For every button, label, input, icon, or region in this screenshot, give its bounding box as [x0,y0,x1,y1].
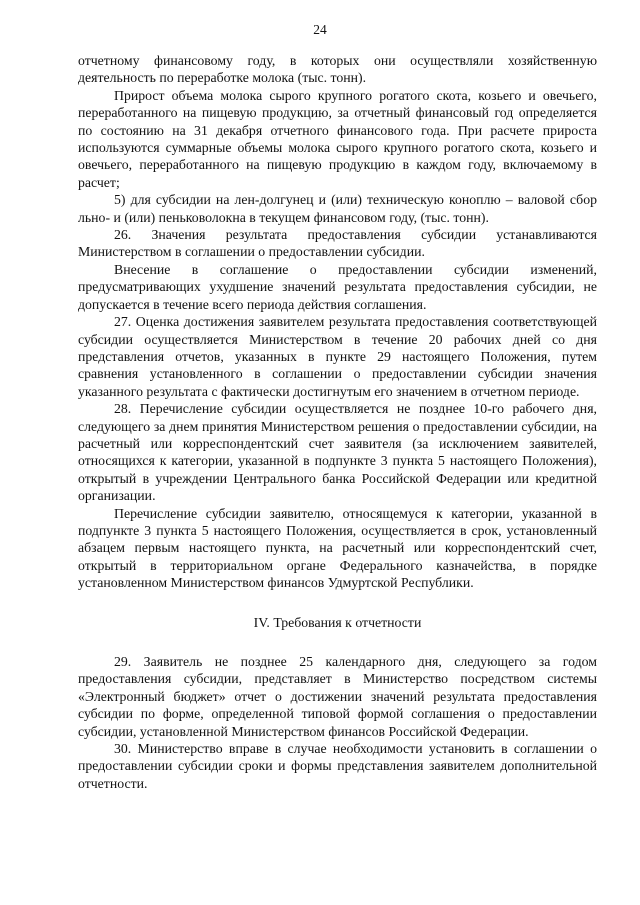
paragraph-26-amendments: Внесение в соглашение о предоставлении субсидии изменений, предусматривающих ухудшение значений результата предоставления субсидии, не допускается в течение всего периода действия соглашения. [78,261,597,312]
paragraph-28: 28. Перечисление субсидии осуществляется не позднее 10-го рабочего дня, следующего за днем принятия Министерством решения о предоставлении субсидии, на расчетный или корреспондентский счет заявителя (за исключением заявителей, относящихся к категории, указанной в подпункте 3 пункта 5 настоящего Положения), открытый в учреждении Центрального банка Российской Федерации или кредитной организации. [78,401,597,504]
paragraph-30: 30. Министерство вправе в случае необходимости установить в соглашении о предоставлении субсидии сроки и формы представления заявителем дополнительной отчетности. [78,741,597,791]
paragraph-29: 29. Заявитель не позднее 25 календарного дня, следующего за годом предоставления субсидии, представляет в Министерство посредством системы «Электронный бюджет» отчет о достижении значений результата предоставления субсидии по форме, определенной типовой формой соглашения о предоставлении субсидии, установленной Министерством финансов Российской Федерации. [78,654,597,739]
paragraph-continuation: отчетному финансовому году, в которых они осуществляли хозяйственную деятельность по переработке молока (тыс. тонн). [78,53,597,86]
page-number: 24 [313,22,327,37]
document-body [78,52,597,792]
paragraph-flax-hemp: 5) для субсидии на лен-долгунец и (или) техническую коноплю – валовой сбор льно- и (или) пеньковолокна в текущем финансовом году, (тыс. тонн). [78,192,597,225]
paragraph-milk-growth: Прирост объема молока сырого крупного рогатого скота, козьего и овечьего, переработанного на пищевую продукцию, за отчетный финансовый год определяется по состоянию на 31 декабря отчетного финансового года. При расчете прироста используются суммарные объемы молока сырого крупного рогатого скота, козьего и овечьего, переработанного на пищевую продукцию в каждом году, включаемому в расчет; [78,87,597,190]
paragraph-27: 27. Оценка достижения заявителем результата предоставления соответствующей субсидии осуществляется Министерством в течение 20 рабочих дней со дня представления отчетов, указанных в пункте 29 настоящего Положения, путем сравнения установленного в соглашении о предоставлении субсидии значения указанного результата с фактически достигнутым его значением в отчетном периоде. [78,314,597,399]
paragraph-26: 26. Значения результата предоставления субсидии устанавливаются Министерством в соглашении о предоставлении субсидии. [78,227,597,260]
paragraph-28-treasury: Перечисление субсидии заявителю, относящемуся к категории, указанной в подпункте 3 пункта 5 настоящего Положения, осуществляется в срок, установленный абзацем первым настоящего пункта, на расчетный или корреспондентский счет, открытый в территориальном органе Федерального казначейства, в порядке установленном Министерством финансов Удмуртской Республики. [78,505,597,591]
section-heading: IV. Требования к отчетности [253,614,422,630]
